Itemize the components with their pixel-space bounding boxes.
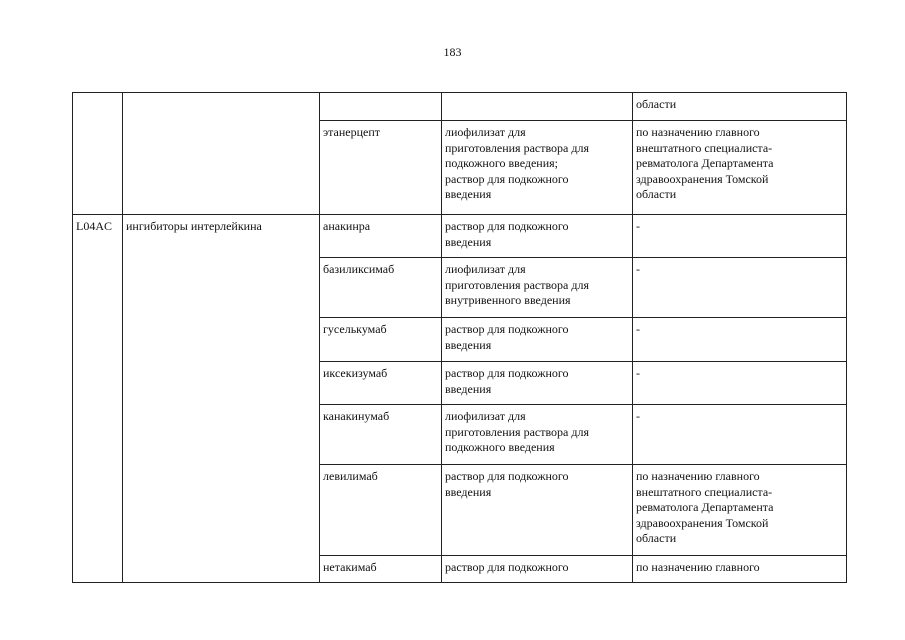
dosage-form: раствор для подкожного введения <box>445 219 569 249</box>
dosage-form: раствор для подкожного введения <box>445 469 569 499</box>
note-cell <box>633 215 847 258</box>
prescription-note: по назначению главного внештатного специалиста- ревматолога Департамента здравоохранения Томской области <box>636 125 774 201</box>
table-row <box>73 93 847 121</box>
note-cell <box>633 556 847 583</box>
form-cell <box>442 405 633 465</box>
prescription-note: по назначению главного <box>636 560 760 574</box>
form-cell <box>442 215 633 258</box>
dosage-form: раствор для подкожного <box>445 560 569 574</box>
drug-cell <box>320 215 442 258</box>
drug-cell <box>320 556 442 583</box>
prescription-note: - <box>636 409 640 423</box>
atc-code: L04AC <box>76 219 112 233</box>
dosage-form: раствор для подкожного введения <box>445 322 569 352</box>
atc-code-cell <box>73 215 123 583</box>
drug-name: левилимаб <box>323 469 378 483</box>
prescription-note: по назначению главного внештатного специалиста- ревматолога Департамента здравоохранения Томской области <box>636 469 774 545</box>
note-cell <box>633 318 847 362</box>
dosage-form: лиофилизат для приготовления раствора для подкожного введения; раствор для подкожного введения <box>445 125 589 201</box>
prescription-note: - <box>636 322 640 336</box>
form-cell <box>442 93 633 121</box>
form-cell <box>442 121 633 215</box>
note-cell <box>633 405 847 465</box>
note-cell <box>633 121 847 215</box>
dosage-form: раствор для подкожного введения <box>445 366 569 396</box>
drug-cell <box>320 405 442 465</box>
prescription-note: области <box>636 97 677 111</box>
prescription-note: - <box>636 219 640 233</box>
form-cell <box>442 318 633 362</box>
note-cell <box>633 465 847 556</box>
group-cell <box>123 93 320 215</box>
dosage-form: лиофилизат для приготовления раствора для подкожного введения <box>445 409 589 454</box>
page-number: 183 <box>443 45 462 59</box>
note-cell <box>633 258 847 318</box>
form-cell <box>442 258 633 318</box>
form-cell <box>442 362 633 405</box>
drug-name: канакинумаб <box>323 409 390 423</box>
drug-name: этанерцепт <box>323 125 381 139</box>
code-cell <box>73 93 123 215</box>
drug-cell <box>320 121 442 215</box>
drug-name: базиликсимаб <box>323 262 395 276</box>
drug-name: нетакимаб <box>323 560 377 574</box>
dosage-form: лиофилизат для приготовления раствора для внутривенного введения <box>445 262 589 307</box>
group-name: ингибиторы интерлейкина <box>126 219 262 233</box>
drug-cell <box>320 258 442 318</box>
note-cell <box>633 93 847 121</box>
prescription-note: - <box>636 366 640 380</box>
drug-name: анакинра <box>323 219 371 233</box>
drug-cell <box>320 93 442 121</box>
note-cell <box>633 362 847 405</box>
group-name-cell <box>123 215 320 583</box>
prescription-note: - <box>636 262 640 276</box>
drug-name: иксекизумаб <box>323 366 388 380</box>
drug-cell <box>320 465 442 556</box>
drug-name: гуселькумаб <box>323 322 387 336</box>
drug-table <box>72 92 847 583</box>
form-cell <box>442 465 633 556</box>
drug-cell <box>320 362 442 405</box>
drug-cell <box>320 318 442 362</box>
form-cell <box>442 556 633 583</box>
table-row <box>73 215 847 258</box>
